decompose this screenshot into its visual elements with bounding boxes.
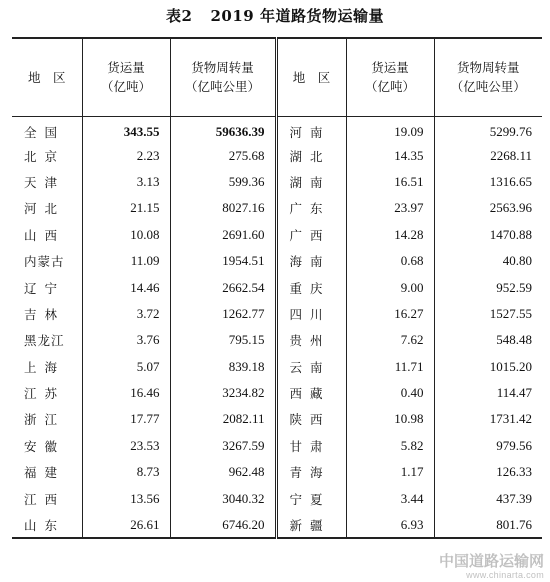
- volume-cell: 14.35: [346, 142, 434, 168]
- volume-cell: 3.44: [346, 485, 434, 511]
- turnover-cell: 5299.76: [434, 116, 542, 142]
- turnover-cell: 952.59: [434, 274, 542, 300]
- region-cell: 天津: [24, 174, 66, 190]
- region-cell: 新疆: [276, 512, 346, 538]
- turnover-cell: 1262.77: [170, 301, 276, 327]
- region-cell: 宁夏: [276, 485, 346, 511]
- region-cell: 湖北: [276, 142, 346, 168]
- volume-cell: 23.53: [82, 433, 170, 459]
- volume-cell: 16.51: [346, 169, 434, 195]
- table-row: [12, 327, 542, 353]
- volume-cell: 343.55: [82, 116, 170, 142]
- region-cell: 河南: [276, 116, 346, 142]
- volume-cell: 0.68: [346, 248, 434, 274]
- turnover-cell: 795.15: [170, 327, 276, 353]
- region-cell: 广西: [276, 222, 346, 248]
- turnover-cell: 1316.65: [434, 169, 542, 195]
- region-cell: 重庆: [276, 274, 346, 300]
- header-row: [12, 38, 542, 116]
- region-cell: 青海: [276, 459, 346, 485]
- volume-cell: 5.82: [346, 433, 434, 459]
- site-watermark: [439, 554, 544, 580]
- turnover-cell: 40.80: [434, 248, 542, 274]
- turnover-cell: 801.76: [434, 512, 542, 538]
- freight-table: [12, 37, 542, 539]
- region-cell: 内蒙古: [24, 254, 65, 270]
- region-cell: 四川: [276, 301, 346, 327]
- header-region-left: 地 区: [12, 38, 82, 116]
- region-cell: 贵州: [276, 327, 346, 353]
- turnover-cell: 126.33: [434, 459, 542, 485]
- table-row: [12, 433, 542, 459]
- volume-cell: 11.09: [82, 248, 170, 274]
- volume-cell: 13.56: [82, 485, 170, 511]
- turnover-cell: 2662.54: [170, 274, 276, 300]
- table-row: [12, 354, 542, 380]
- turnover-cell: 1470.88: [434, 222, 542, 248]
- turnover-cell: 2691.60: [170, 222, 276, 248]
- table-row: [12, 301, 542, 327]
- region-cell: 江苏: [24, 386, 66, 402]
- turnover-cell: 548.48: [434, 327, 542, 353]
- region-cell: 广东: [276, 195, 346, 221]
- turnover-cell: 114.47: [434, 380, 542, 406]
- volume-cell: 3.13: [82, 169, 170, 195]
- turnover-cell: 437.39: [434, 485, 542, 511]
- volume-cell: 0.40: [346, 380, 434, 406]
- header-volume-right: 货运量 （亿吨）: [346, 38, 434, 116]
- volume-cell: 5.07: [82, 354, 170, 380]
- region-cell: 河北: [24, 201, 66, 217]
- turnover-cell: 962.48: [170, 459, 276, 485]
- turnover-cell: 3040.32: [170, 485, 276, 511]
- table-row: [12, 222, 542, 248]
- volume-cell: 16.46: [82, 380, 170, 406]
- table-number: 表2: [166, 7, 193, 25]
- turnover-cell: 979.56: [434, 433, 542, 459]
- volume-cell: 3.72: [82, 301, 170, 327]
- turnover-cell: 3267.59: [170, 433, 276, 459]
- turnover-cell: 1527.55: [434, 301, 542, 327]
- volume-cell: 10.98: [346, 406, 434, 432]
- region-cell: 山东: [24, 517, 66, 533]
- turnover-cell: 1954.51: [170, 248, 276, 274]
- watermark-url: www.chinarta.com: [466, 570, 544, 580]
- table-title: [0, 6, 550, 26]
- volume-cell: 7.62: [346, 327, 434, 353]
- table-row: [12, 380, 542, 406]
- table-row: [12, 406, 542, 432]
- watermark-text: 中国道路运输网: [438, 553, 544, 570]
- turnover-cell: 2563.96: [434, 195, 542, 221]
- table-row: [12, 169, 542, 195]
- turnover-cell: 2268.11: [434, 142, 542, 168]
- turnover-cell: 3234.82: [170, 380, 276, 406]
- region-cell: 云南: [276, 354, 346, 380]
- volume-cell: 14.28: [346, 222, 434, 248]
- volume-cell: 21.15: [82, 195, 170, 221]
- region-cell: 安徽: [24, 438, 66, 454]
- volume-cell: 14.46: [82, 274, 170, 300]
- volume-cell: 1.17: [346, 459, 434, 485]
- region-cell: 湖南: [276, 169, 346, 195]
- volume-cell: 3.76: [82, 327, 170, 353]
- table-row: [12, 485, 542, 511]
- table-row: [12, 248, 542, 274]
- table-row: [12, 274, 542, 300]
- volume-cell: 11.71: [346, 354, 434, 380]
- volume-cell: 26.61: [82, 512, 170, 538]
- volume-cell: 23.97: [346, 195, 434, 221]
- header-turnover-right: 货物周转量 （亿吨公里）: [434, 38, 542, 116]
- volume-cell: 17.77: [82, 406, 170, 432]
- table-caption: 2019 年道路货物运输量: [210, 7, 384, 25]
- region-cell: 甘肃: [276, 433, 346, 459]
- turnover-cell: 1731.42: [434, 406, 542, 432]
- region-cell: 西藏: [276, 380, 346, 406]
- turnover-cell: 2082.11: [170, 406, 276, 432]
- region-cell: 黑龙江: [24, 333, 65, 349]
- volume-cell: 16.27: [346, 301, 434, 327]
- region-cell: 辽宁: [24, 280, 66, 296]
- volume-cell: 6.93: [346, 512, 434, 538]
- volume-cell: 10.08: [82, 222, 170, 248]
- table-row: [12, 512, 542, 538]
- region-cell: 陕西: [276, 406, 346, 432]
- region-cell: 山西: [24, 227, 66, 243]
- volume-cell: 19.09: [346, 116, 434, 142]
- region-cell: 江西: [24, 491, 66, 507]
- turnover-cell: 8027.16: [170, 195, 276, 221]
- region-cell: 上海: [24, 359, 66, 375]
- turnover-cell: 839.18: [170, 354, 276, 380]
- turnover-cell: 275.68: [170, 142, 276, 168]
- volume-cell: 2.23: [82, 142, 170, 168]
- region-cell: 海南: [276, 248, 346, 274]
- table-body: [12, 116, 542, 538]
- volume-cell: 9.00: [346, 274, 434, 300]
- region-cell: 浙江: [24, 412, 66, 428]
- table-row: [12, 459, 542, 485]
- turnover-cell: 6746.20: [170, 512, 276, 538]
- turnover-cell: 599.36: [170, 169, 276, 195]
- volume-cell: 8.73: [82, 459, 170, 485]
- table-row: [12, 116, 542, 142]
- region-cell: 北京: [24, 148, 66, 164]
- region-cell: 全国: [24, 125, 66, 141]
- region-cell: 福建: [24, 465, 66, 481]
- table-row: [12, 142, 542, 168]
- header-turnover-left: 货物周转量 （亿吨公里）: [170, 38, 276, 116]
- turnover-cell: 1015.20: [434, 354, 542, 380]
- header-volume-left: 货运量 （亿吨）: [82, 38, 170, 116]
- turnover-cell: 59636.39: [170, 116, 276, 142]
- header-region-right: 地 区: [276, 38, 346, 116]
- table-row: [12, 195, 542, 221]
- region-cell: 吉林: [24, 306, 66, 322]
